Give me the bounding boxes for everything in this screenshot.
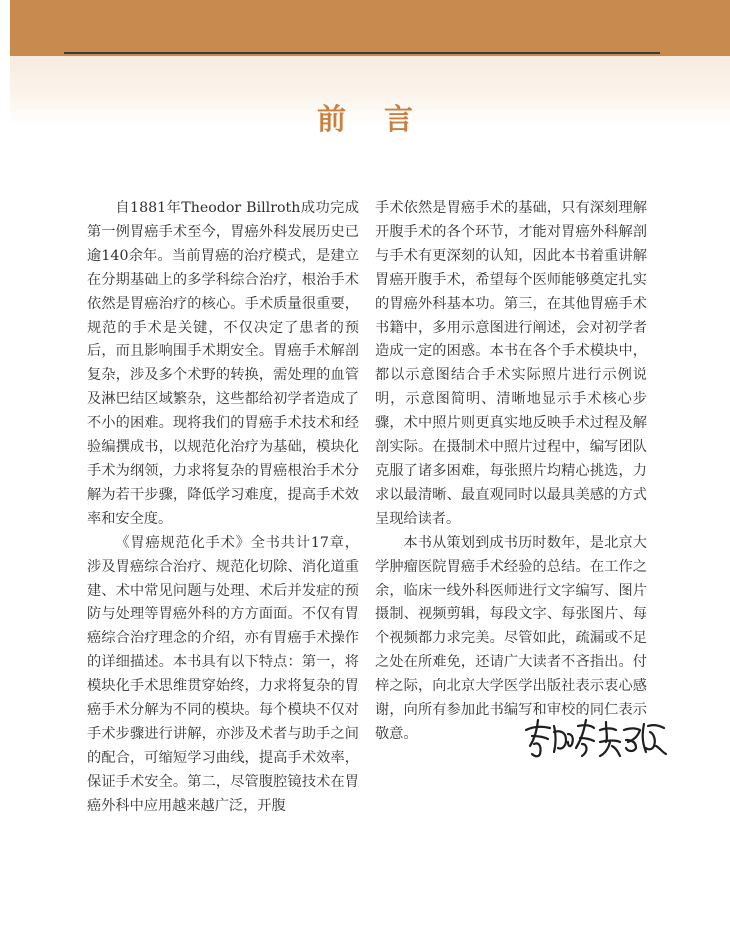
paragraph: 本书从策划到成书历时数年，是北京大学肿瘤医院胃癌手术经验的总结。在工作之余，临床一线外科医师进行文字编写、图片摄制、视频剪辑，每段文字、每张图片、每个视频都力求完美。尽管如此，疏漏或不足之处在所难免，还请广大读者不吝指出。付梓之际，向北京大学医学出版社表示衷心感谢，向所有参加此书编写和审校的同仁表示敬意。 — [375, 534, 647, 742]
handwritten-signature — [520, 712, 670, 762]
header-color-band — [10, 0, 730, 56]
paragraph: 自1881年Theodor Billroth成功完成第一例胃癌手术至今，胃癌外科发展历史已逾140余年。当前胃癌的治疗模式，是建立在分期基础上的多学科综合治疗，根治手术依然是胃癌治疗的核心。手术质量很重要，规范的手术是关键，不仅决定了患者的预后，而且影响围手术期安全。胃癌手术解剖复杂，涉及多个术野的转换，需处理的血管及淋巴结区域繁杂，这些都给初学者造成了不小的困难。现将我们的胃癌手术技术和经验编撰成书，以规范化治疗为基础，模块化手术为纲领，力求将复杂的胃癌根治手术分解为若干步骤，降低学习难度，提高手术效率和安全度。 — [87, 200, 359, 527]
text-column-right — [375, 197, 647, 747]
header-rule — [64, 52, 660, 54]
page-title: 前 言 — [316, 102, 428, 137]
paragraph: 《胃癌规范化手术》全书共计17章，涉及胃癌综合治疗、规范化切除、消化道重建、术中常见问题与处理、术后并发症的预防与处理等胃癌外科的方方面面。不仅有胃癌综合治疗理念的介绍，亦有胃癌手术操作的详细描述。本书具有以下特点：第一，将模块化手术思维贯穿始终，力求将复杂的胃癌手术分解为不同的模块。每个模块不仅对手术步骤进行讲解，亦涉及术者与助手之间的配合，可缩短学习曲线，提高手术效率，保证手术安全。第二，尽管腹腔镜技术在胃癌外科中应用越来越广泛，开腹 — [87, 534, 359, 814]
paragraph: 手术依然是胃癌手术的基础，只有深刻理解开腹手术的各个环节，才能对胃癌外科解剖与手术有更深刻的认知，因此本书着重讲解胃癌开腹手术，希望每个医师能够奠定扎实的胃癌外科基本功。第三，在其他胃癌手术书籍中，多用示意图进行阐述，会对初学者造成一定的困惑。本书在各个手术模块中，都以示意图结合手术实际照片进行示例说明，示意图简明、清晰地显示手术核心步骤，术中照片则更真实地反映手术过程及解剖实际。在摄制术中照片过程中，编写团队克服了诸多困难，每张照片均精心挑选，力求以最清晰、最直观同时以最具美感的方式呈现给读者。 — [375, 200, 647, 527]
signature-drawing — [520, 712, 670, 762]
text-column-left — [87, 197, 359, 819]
